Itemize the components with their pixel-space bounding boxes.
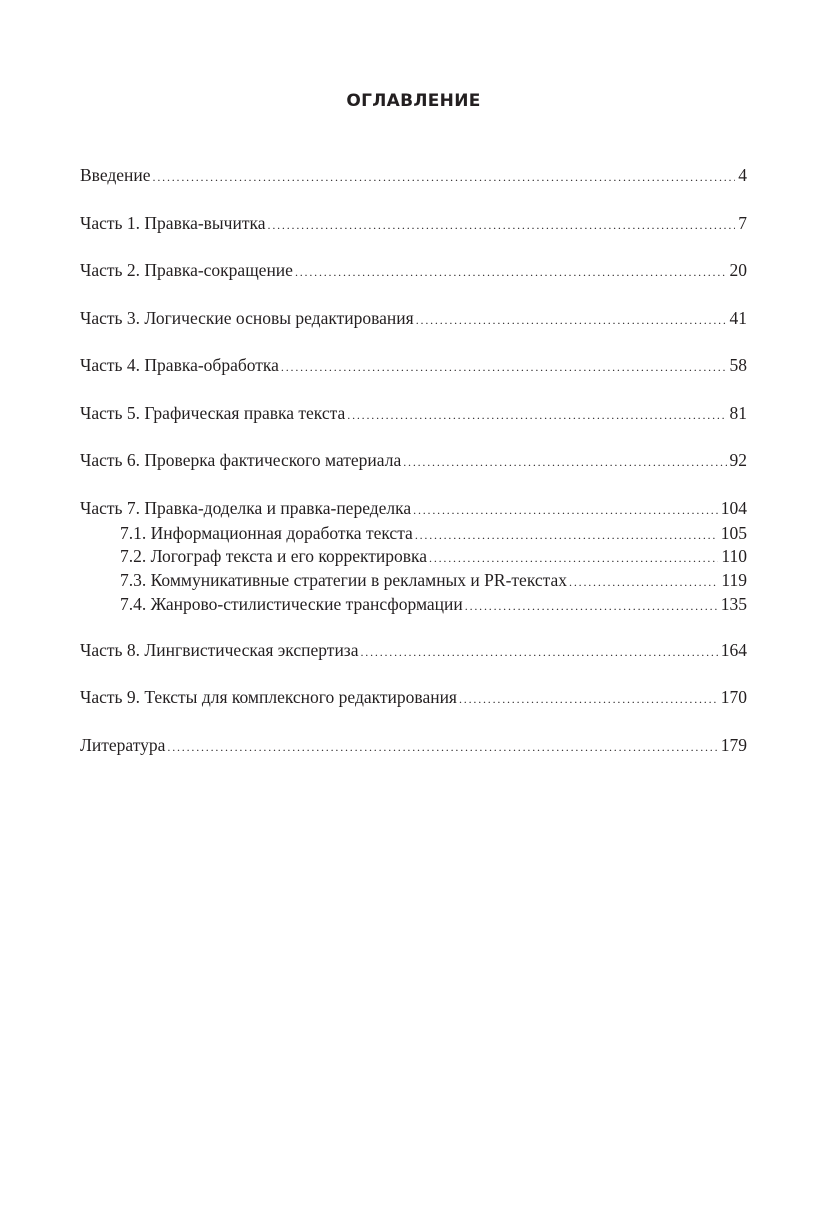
toc-entry-part-3 bbox=[80, 304, 747, 332]
toc-entry-introduction bbox=[80, 161, 747, 189]
toc-entry-label: Часть 1. Правка-вычитка bbox=[80, 212, 266, 233]
toc-entry-label: 7.4. Жанрово-стилистические трансформации bbox=[120, 593, 463, 614]
toc-entry-page-number: 170 bbox=[720, 687, 747, 708]
dot-leader bbox=[429, 547, 718, 571]
toc-entry-page-number: 92 bbox=[729, 450, 747, 470]
toc-entry-page-number: 135 bbox=[720, 593, 747, 614]
dot-leader bbox=[413, 496, 718, 524]
toc-entry-part-2 bbox=[80, 256, 747, 284]
toc-entry-page-number: 104 bbox=[720, 497, 747, 518]
dot-leader bbox=[281, 353, 727, 381]
toc-entry-label: 7.3. Коммуникативные стратегии в рекламных и PR-текстах bbox=[120, 569, 568, 590]
toc-entry-part-7 bbox=[80, 494, 747, 522]
toc-entry-page-number: 179 bbox=[720, 734, 747, 755]
toc-entry-label: 7.2. Логограф текста и его корректировка bbox=[120, 546, 428, 567]
dot-leader bbox=[403, 448, 726, 476]
toc-entry-page-number: 164 bbox=[720, 639, 747, 660]
toc-entry-part-8 bbox=[80, 636, 747, 664]
toc-entry-page-number: 105 bbox=[720, 522, 747, 543]
dot-leader bbox=[416, 306, 727, 334]
toc-entry-literature bbox=[80, 731, 747, 759]
dot-leader bbox=[167, 733, 717, 761]
dot-leader bbox=[465, 595, 718, 619]
toc-entry-label: Часть 5. Графическая правка текста bbox=[80, 402, 346, 423]
toc-entry-section-7-4 bbox=[80, 593, 747, 617]
toc-title: ОГЛАВЛЕНИЕ bbox=[346, 91, 481, 111]
toc-entry-label: 7.1. Информационная доработка текста bbox=[120, 522, 413, 543]
toc-entry-label: Часть 4. Правка-обработка bbox=[80, 355, 279, 375]
toc-entry-label: Часть 3. Логические основы редактирования bbox=[80, 307, 414, 328]
toc-entry-label: Часть 7. Правка-доделка и правка-переделка bbox=[80, 497, 412, 518]
toc-entry-page-number: 58 bbox=[729, 355, 747, 375]
toc-entry-label: Часть 8. Лингвистическая экспертиза bbox=[80, 639, 359, 660]
toc-entry-section-7-3 bbox=[80, 569, 747, 593]
table-of-contents bbox=[80, 161, 747, 759]
dot-leader bbox=[268, 211, 736, 239]
toc-entry-page-number: 20 bbox=[729, 260, 747, 280]
toc-entry-page-number: 41 bbox=[729, 307, 747, 328]
dot-leader bbox=[415, 524, 718, 548]
dot-leader bbox=[569, 571, 718, 595]
toc-entry-label: Часть 9. Тексты для комплексного редактирования bbox=[80, 687, 457, 708]
dot-leader bbox=[361, 638, 718, 666]
toc-entry-page-number: 81 bbox=[729, 402, 747, 423]
toc-entry-label: Часть 6. Проверка фактического материала bbox=[80, 450, 402, 470]
toc-entry-part-1 bbox=[80, 209, 747, 237]
toc-entry-section-7-1 bbox=[80, 522, 747, 546]
toc-entry-page-number: 4 bbox=[738, 165, 747, 185]
toc-entry-section-7-2 bbox=[80, 545, 747, 569]
toc-entry-page-number: 7 bbox=[738, 212, 747, 233]
dot-leader bbox=[459, 685, 718, 713]
toc-entry-label: Часть 2. Правка-сокращение bbox=[80, 260, 293, 280]
toc-entry-label: Введение bbox=[80, 165, 151, 185]
toc-entry-part-6 bbox=[80, 446, 747, 474]
toc-entry-part-4 bbox=[80, 351, 747, 379]
toc-entry-page-number: 110 bbox=[721, 546, 747, 567]
toc-entry-part-5 bbox=[80, 399, 747, 427]
toc-entry-page-number: 119 bbox=[721, 569, 747, 590]
dot-leader bbox=[153, 163, 736, 191]
dot-leader bbox=[295, 258, 727, 286]
toc-entry-label: Литература bbox=[80, 734, 166, 755]
dot-leader bbox=[347, 401, 726, 429]
toc-entry-part-9 bbox=[80, 683, 747, 711]
